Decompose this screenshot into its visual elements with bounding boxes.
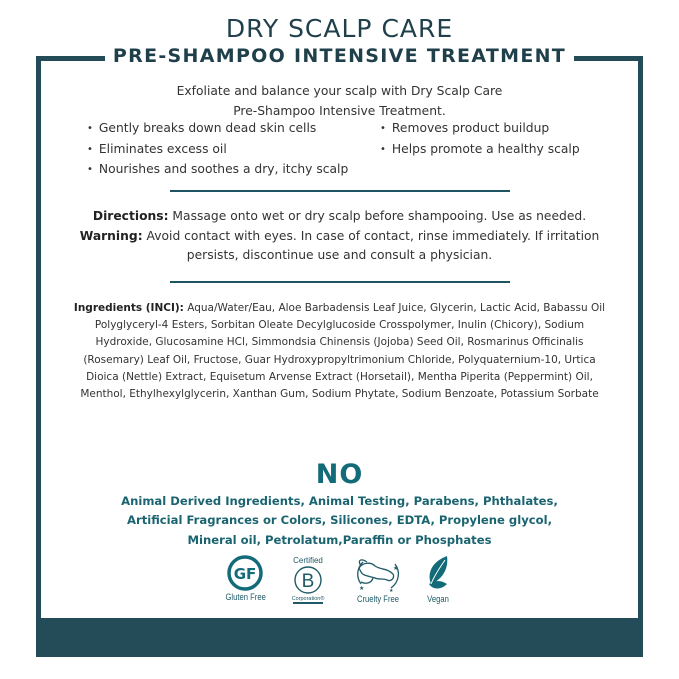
free-from-title: NO	[315, 459, 364, 490]
ingredients-text: Ingredients (INCI): Aqua/Water/Eau, Aloe Barbadensis Leaf Juice, Glycerin, Lactic Acid, Babassu Oil Polyglyceryl-4 Esters, Sorbitan Oleate Decylglucoside Crosspolymer, Inulin (Chicory), Sodium Hydroxide, Glucosamine HCl, Simmondsia Chinensis (Jojoba) Seed Oil, Rosmarinus Officinalis (Rosemary) Leaf Oil, Fructose, Guar Hydroxypropyltrimonium Chloride, Polyquaternium-10, Urtica Dioica (Nettle) Extract, Equisetum Arvense Extract (Horsetail), Mentha Piperita (Peppermint) Oil, Menthol, Ethylhexylglycerin, Xanthan Gum, Sodium Phytate, Sodium Benzoate, Potassium Sorbate	[73, 302, 606, 401]
benefit-item: • Helps promote a healthy scalp	[380, 140, 580, 161]
b-corp-underline	[293, 602, 323, 604]
directions-label: Directions:	[92, 209, 169, 223]
product-subtitle: PRE-SHAMPOO INTENSIVE TREATMENT	[0, 45, 679, 67]
badge-vegan: Vegan	[420, 554, 456, 604]
benefit-item: • Nourishes and soothes a dry, itchy scalp	[87, 160, 348, 181]
benefits-left-column	[87, 119, 348, 181]
divider-top	[170, 190, 510, 192]
free-from-list: Animal Derived Ingredients, Animal Testing, Parabens, Phthalates, Artificial Fragrances or Colors, Silicones, EDTA, Propylene glycol, Mineral oil, Petrolatum,Paraffin or Phosphates	[121, 494, 558, 547]
benefits-right-column	[380, 119, 580, 160]
benefit-item: • Removes product buildup	[380, 119, 580, 140]
warning-label: Warning:	[79, 228, 143, 243]
svg-text:B: B	[301, 571, 315, 592]
svg-text:★: ★	[359, 585, 365, 592]
certification-badges	[0, 554, 679, 614]
vegan-leaf-icon	[423, 554, 453, 594]
svg-text:Certified: Certified	[293, 556, 323, 565]
svg-text:★: ★	[389, 588, 394, 594]
divider-bottom	[170, 281, 510, 283]
svg-text:GF: GF	[233, 565, 257, 583]
svg-text:Corporation®: Corporation®	[291, 596, 325, 602]
directions-warning-text: Directions: Massage onto wet or dry scalp before shampooing. Use as needed. Warning: Avoid contact with eyes. In case of contact, rinse immediately. If irritation persists, discontinue use and consult a physician.	[79, 209, 600, 262]
ingredients-label: Ingredients (INCI):	[73, 302, 184, 314]
gluten-free-icon	[226, 554, 264, 592]
badge-cruelty-free: ★ ★ ★ Cruelty Free	[350, 554, 406, 604]
badge-gluten-free: GF Gluten Free	[222, 554, 268, 602]
cruelty-free-bunny-icon	[351, 554, 405, 594]
benefit-item: • Gently breaks down dead skin cells	[87, 119, 348, 140]
product-title: DRY SCALP CARE	[225, 14, 454, 43]
frame-bottom-band	[36, 618, 643, 657]
benefit-item: • Eliminates excess oil	[87, 140, 348, 161]
b-corp-icon	[283, 554, 333, 602]
badge-b-corp	[283, 554, 333, 604]
svg-text:★: ★	[393, 565, 399, 572]
intro-text: Exfoliate and balance your scalp with Dry Scalp Care Pre-Shampoo Intensive Treatment.	[176, 84, 503, 118]
